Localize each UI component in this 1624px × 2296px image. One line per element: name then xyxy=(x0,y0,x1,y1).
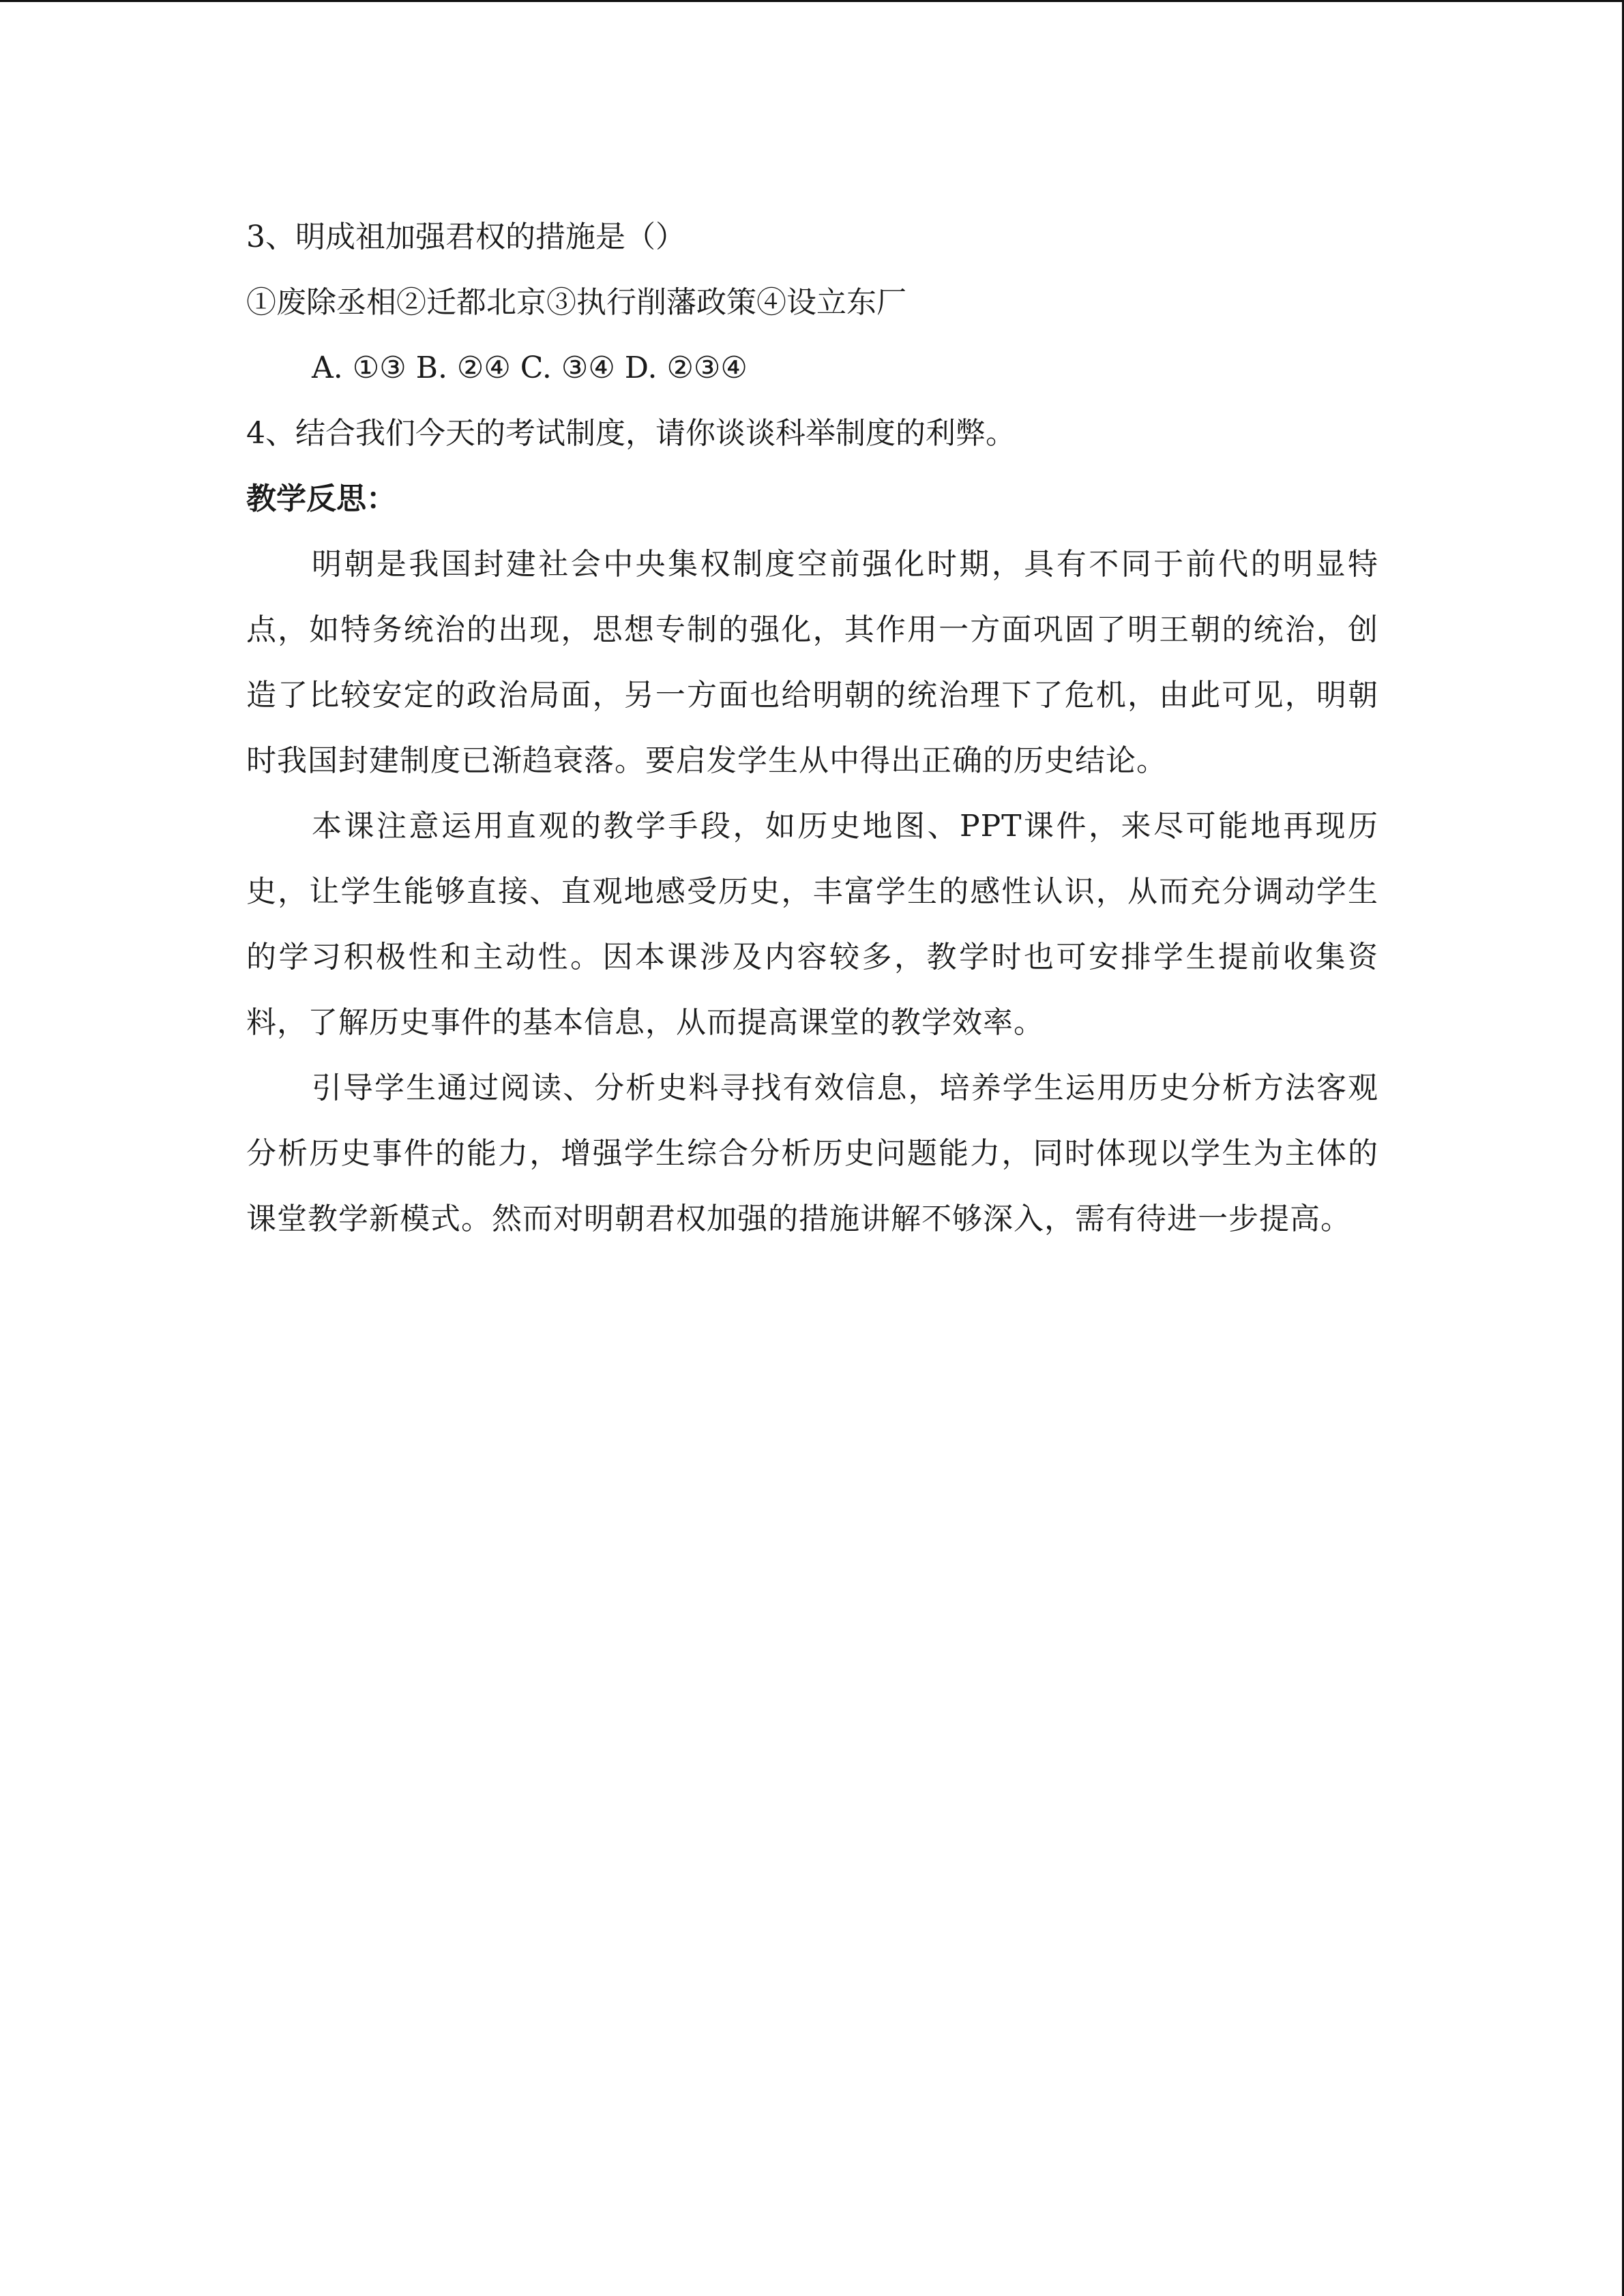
reflection-heading: 教学反思： xyxy=(246,481,396,516)
question-3-options: A. ①③ B. ②④ C. ③④ D. ②③④ xyxy=(312,351,748,385)
reflection-paragraph-1: 明朝是我国封建社会中央集权制度空前强化时期，具有不同于前代的明显特点，如特务统治的出现，思想专制的强化，其作用一方面巩固了明王朝的统治，创造了比较安定的政治局面，另一方面也给明朝的统治理下了危机，由此可见，明朝时我国封建制度已渐趋衰落。要启发学生从中得出正确的历史结论。 xyxy=(246,547,1378,778)
question-4-stem: 4、结合我们今天的考试制度，请你谈谈科举制度的利弊。 xyxy=(246,416,1016,451)
question-3-items: ①废除丞相②迁都北京③执行削藩政策④设立东厂 xyxy=(246,285,906,320)
reflection-paragraph-2: 本课注意运用直观的教学手段，如历史地图、PPT课件，来尽可能地再现历史，让学生能够直接、直观地感受历史，丰富学生的感性认识，从而充分调动学生的学习积极性和主动性。因本课涉及内容较多，教学时也可安排学生提前收集资料，了解历史事件的基本信息，从而提高课堂的教学效率。 xyxy=(246,809,1378,1040)
reflection-paragraph-3: 引导学生通过阅读、分析史料寻找有效信息，培养学生运用历史分析方法客观分析历史事件的能力，增强学生综合分析历史问题能力，同时体现以学生为主体的课堂教学新模式。然而对明朝君权加强的措施讲解不够深入，需有待进一步提高。 xyxy=(246,1071,1378,1236)
document-body xyxy=(246,205,1378,1252)
page-border-top xyxy=(0,0,1624,2)
question-3-stem: 3、明成祖加强君权的措施是（） xyxy=(246,220,685,254)
